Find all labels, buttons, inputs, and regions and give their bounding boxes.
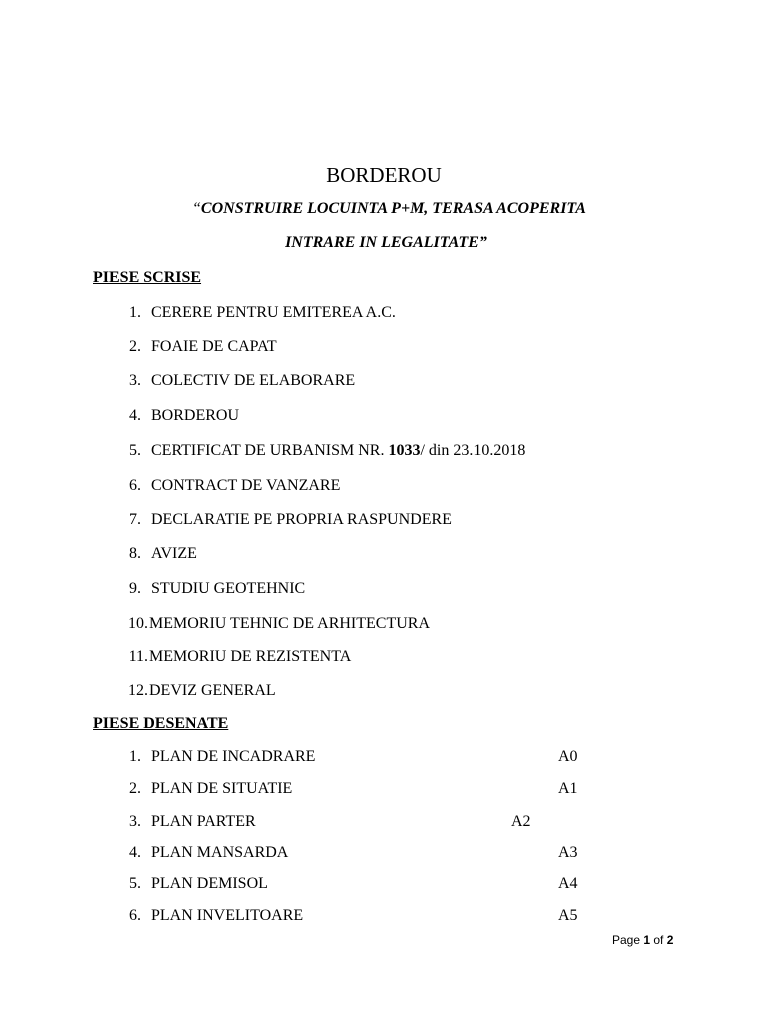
list-item-number: 2. bbox=[129, 338, 141, 355]
page-total: 2 bbox=[666, 933, 674, 947]
list-item-number: 1. bbox=[129, 304, 141, 321]
list-item-number: 11. bbox=[128, 648, 148, 665]
list-item-number: 6. bbox=[129, 477, 141, 494]
list-item-text: COLECTIV DE ELABORARE bbox=[151, 372, 356, 389]
list-item-text: DECLARATIE PE PROPRIA RASPUNDERE bbox=[151, 511, 452, 528]
page-of-label: of bbox=[650, 933, 667, 947]
certificate-date: / din 23.10.2018 bbox=[420, 442, 526, 459]
sheet-format: A3 bbox=[558, 844, 578, 861]
list-item-number: 5. bbox=[129, 442, 141, 459]
list-item-text: PLAN DE INCADRARE bbox=[151, 748, 316, 765]
list-item-number: 4. bbox=[129, 407, 141, 424]
list-item-number: 7. bbox=[129, 511, 141, 528]
document-title: BORDEROU bbox=[326, 163, 442, 187]
certificate-label: CERTIFICAT DE URBANISM NR. bbox=[151, 442, 389, 459]
list-item-text: PLAN DEMISOL bbox=[151, 875, 268, 892]
list-item-number: 4. bbox=[129, 844, 141, 861]
sheet-format: A0 bbox=[558, 748, 578, 765]
project-subtitle-line1 bbox=[5, 200, 768, 218]
list-item-text: FOAIE DE CAPAT bbox=[151, 338, 277, 355]
list-item-number: 5. bbox=[129, 875, 141, 892]
page-label: Page bbox=[612, 933, 644, 947]
list-item-number: 2. bbox=[129, 780, 141, 797]
list-item-text: CERERE PENTRU EMITEREA A.C. bbox=[151, 304, 396, 321]
list-item-text: PLAN INVELITOARE bbox=[151, 907, 304, 924]
list-item-text bbox=[151, 442, 525, 460]
project-subtitle-line2: INTRARE IN LEGALITATE” bbox=[285, 234, 487, 251]
list-item-text: MEMORIU DE REZISTENTA bbox=[149, 648, 352, 665]
subtitle-line1-text: CONSTRUIRE LOCUINTA P+M, TERASA ACOPERITA bbox=[200, 200, 586, 217]
section-heading-written: PIESE SCRISE bbox=[93, 269, 202, 286]
sheet-format: A2 bbox=[511, 813, 531, 830]
list-item-number: 9. bbox=[129, 580, 141, 597]
list-item-number: 1. bbox=[129, 748, 141, 765]
list-item-number: 10. bbox=[128, 615, 148, 632]
list-item-text: CONTRACT DE VANZARE bbox=[151, 477, 341, 494]
sheet-format: A1 bbox=[558, 780, 578, 797]
section-heading-drawn: PIESE DESENATE bbox=[93, 715, 229, 732]
page-number-footer bbox=[612, 933, 673, 947]
opening-quote: “ bbox=[192, 200, 201, 217]
page-current: 1 bbox=[643, 933, 651, 947]
certificate-number: 1033 bbox=[388, 442, 421, 459]
sheet-format: A4 bbox=[558, 875, 578, 892]
list-item-number: 3. bbox=[129, 372, 141, 389]
list-item-text: PLAN DE SITUATIE bbox=[151, 780, 293, 797]
list-item-number: 6. bbox=[129, 907, 141, 924]
list-item-text: BORDEROU bbox=[151, 407, 240, 424]
list-item-text: AVIZE bbox=[151, 545, 197, 562]
sheet-format: A5 bbox=[558, 907, 578, 924]
list-item-number: 12. bbox=[128, 682, 148, 699]
list-item-text: DEVIZ GENERAL bbox=[149, 682, 276, 699]
list-item-text: PLAN PARTER bbox=[151, 813, 256, 830]
list-item-number: 8. bbox=[129, 545, 141, 562]
list-item-text: MEMORIU TEHNIC DE ARHITECTURA bbox=[149, 615, 431, 632]
list-item-number: 3. bbox=[129, 813, 141, 830]
list-item-text: PLAN MANSARDA bbox=[151, 844, 289, 861]
list-item-text: STUDIU GEOTEHNIC bbox=[151, 580, 306, 597]
